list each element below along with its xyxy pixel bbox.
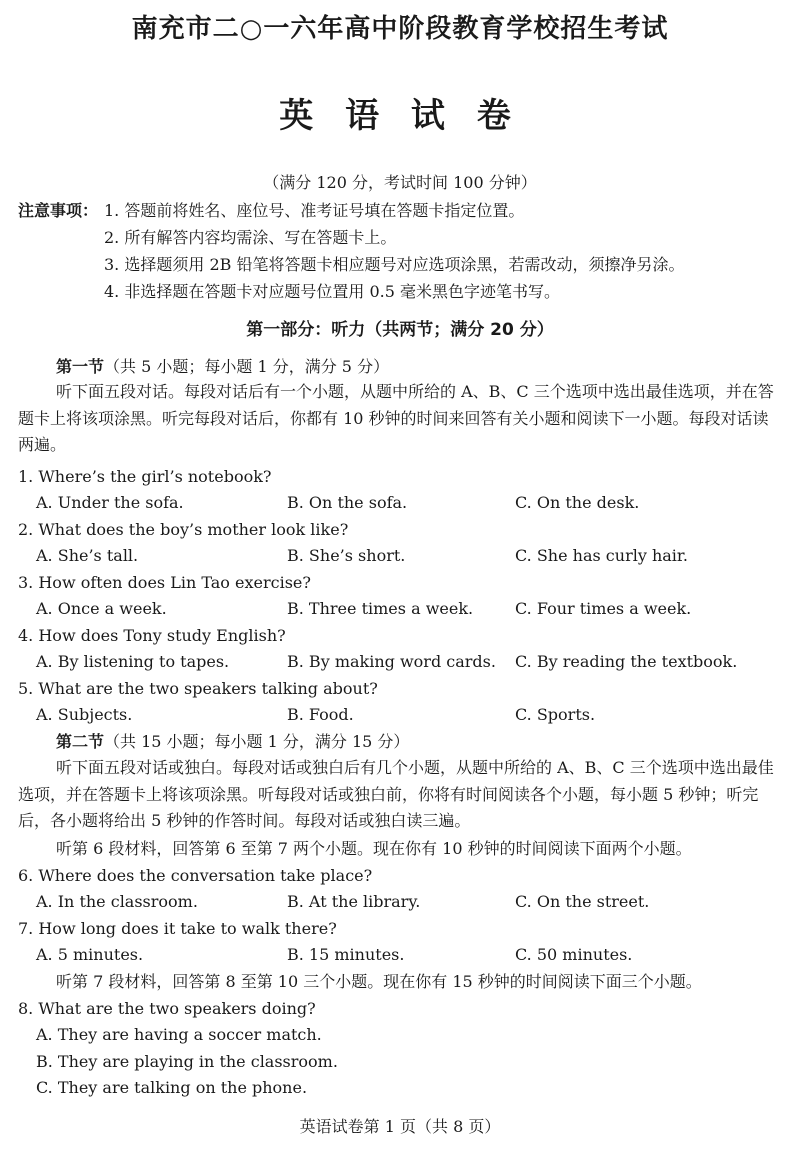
material6-instructions: 听第 6 段材料，回答第 6 至第 7 两个小题。现在你有 10 秒钟的时间阅读下面两个小题。 (56, 839, 692, 858)
question-stem: 1. Where’s the girl’s notebook? (18, 467, 272, 486)
section2-note: （共 15 小题；每小题 1 分，满分 15 分） (104, 732, 410, 751)
part1-heading: 第一部分：听力（共两节；满分 20 分） (246, 320, 554, 340)
option-c: C. Four times a week. (515, 599, 692, 618)
option-a: A. Under the sofa. (36, 493, 184, 512)
option-a: A. In the classroom. (36, 892, 198, 911)
option-b: B. By making word cards. (287, 652, 496, 671)
note-item: 3. 选择题须用 2B 铅笔将答题卡相应题号对应选项涂黑，若需改动，须擦净另涂。 (104, 255, 685, 274)
question-stem: 2. What does the boy’s mother look like? (18, 520, 349, 539)
page-footer: 英语试卷第 1 页（共 8 页） (299, 1117, 501, 1136)
section1-heading: 第一节 (56, 357, 105, 376)
option-b: B. Food. (287, 705, 354, 724)
section1-note: （共 5 小题；每小题 1 分，满分 5 分） (104, 357, 390, 376)
section2-heading: 第二节 (56, 732, 105, 751)
option-a: A. Subjects. (36, 705, 133, 724)
option-b: B. On the sofa. (287, 493, 408, 512)
paper-subtitle: 英 语 试 卷 (279, 96, 521, 136)
option-c: C. By reading the textbook. (515, 652, 738, 671)
option-a: A. She’s tall. (36, 546, 139, 565)
option-c: C. Sports. (515, 705, 596, 724)
option-c: C. She has curly hair. (515, 546, 688, 565)
option-c: C. 50 minutes. (515, 945, 633, 964)
option-b: B. Three times a week. (287, 599, 474, 618)
option-b: B. They are playing in the classroom. (36, 1052, 338, 1071)
option-a: A. Once a week. (36, 599, 167, 618)
option-c: C. They are talking on the phone. (36, 1078, 308, 1097)
exam-title: 南充市二○一六年高中阶段教育学校招生考试 (131, 14, 669, 44)
section1-instructions: 听下面五段对话。每段对话后有一个小题，从题中所给的 A、B、C 三个选项中选出最佳选项，并在答题卡上将该项涂黑。听完每段对话后，你都有 10 秒钟的时间来回答有关小题和阅读下一小题。每段对话读两遍。 (18, 382, 774, 454)
option-b: B. 15 minutes. (287, 945, 405, 964)
note-item: 2. 所有解答内容均需涂、写在答题卡上。 (104, 228, 397, 247)
option-c: C. On the desk. (515, 493, 640, 512)
option-a: A. They are having a soccer match. (36, 1025, 322, 1044)
option-a: A. By listening to tapes. (36, 652, 230, 671)
option-a: A. 5 minutes. (36, 945, 144, 964)
question-stem: 8. What are the two speakers doing? (18, 999, 316, 1018)
note-item: 1. 答题前将姓名、座位号、准考证号填在答题卡指定位置。 (104, 201, 525, 220)
option-b: B. She’s short. (287, 546, 406, 565)
question-stem: 5. What are the two speakers talking about? (18, 679, 378, 698)
score-info: （满分 120 分，考试时间 100 分钟） (263, 173, 537, 192)
option-b: B. At the library. (287, 892, 421, 911)
question-stem: 6. Where does the conversation take place? (18, 866, 373, 885)
notes-label: 注意事项： (18, 201, 99, 220)
option-c: C. On the street. (515, 892, 650, 911)
section2-instructions: 听下面五段对话或独白。每段对话或独白后有几个小题，从题中所给的 A、B、C 三个选项中选出最佳选项，并在答题卡上将该项涂黑。听每段对话或独白前，你将有时间阅读各个小题，每小题 5 秒钟；听完后，各小题将给出 5 秒钟的作答时间。每段对话或独白读三遍。 (18, 758, 774, 830)
section2-heading-row (56, 731, 409, 753)
section1-heading-row (56, 356, 389, 378)
question-stem: 7. How long does it take to walk there? (18, 919, 337, 938)
material7-instructions: 听第 7 段材料，回答第 8 至第 10 三个小题。现在你有 15 秒钟的时间阅读下面三个小题。 (56, 972, 702, 991)
question-stem: 4. How does Tony study English? (18, 626, 286, 645)
note-item: 4. 非选择题在答题卡对应题号位置用 0.5 毫米黑色字迹笔书写。 (104, 282, 560, 301)
question-stem: 3. How often does Lin Tao exercise? (18, 573, 311, 592)
